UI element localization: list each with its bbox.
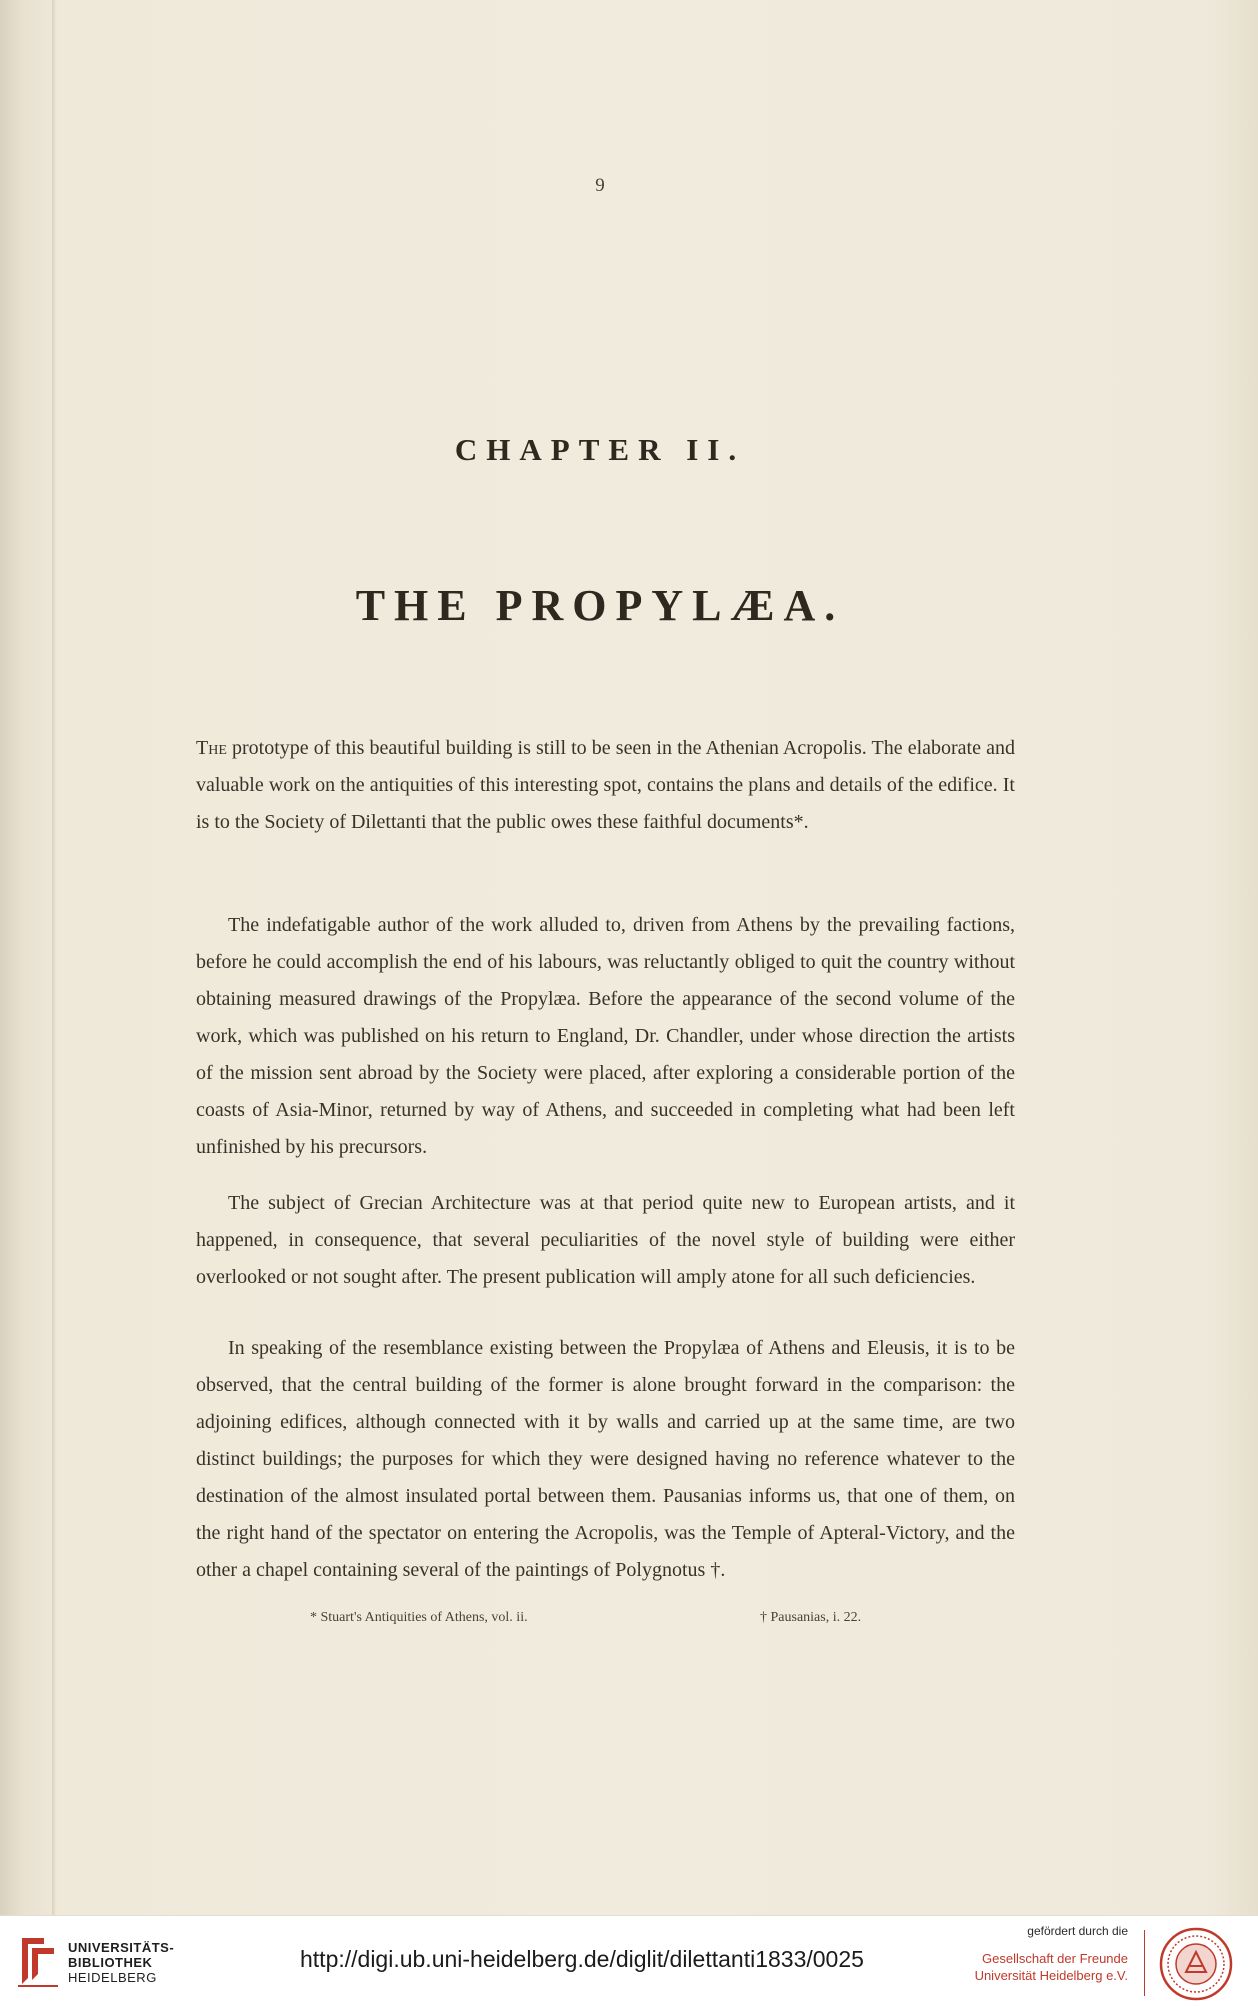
permalink-url[interactable]: http://digi.ub.uni-heidelberg.de/diglit/dilettanti1833/0025 xyxy=(300,1946,864,1972)
sponsor-block xyxy=(968,1924,1128,1984)
library-name xyxy=(68,1940,174,1985)
sponsor-name-line-2: Universität Heidelberg e.V. xyxy=(974,1968,1128,1983)
footer-bar xyxy=(0,1915,1258,2007)
paragraph-4: In speaking of the resemblance existing between the Propylæa of Athens and Eleusis, it is to be observed, that the central building of the former is alone brought forward in the comparison: the adjoining edifices, although connected with it by walls and carried up at the same time, are two distinct buildings; the purposes for which they were designed having no reference whatever to the destination of the almost insulated portal between them. Pausanias informs us, that one of them, on the right hand of the spectator on entering the Acropolis, was the Temple of Apteral-Victory, and the other a chapel containing several of the paintings of Polygnotus †. xyxy=(196,1337,1015,1581)
page-number: 9 xyxy=(595,175,605,196)
university-seal-icon xyxy=(1158,1926,1234,2007)
library-name-line-1: UNIVERSITÄTS- xyxy=(68,1940,175,1955)
sponsor-name-line-1: Gesellschaft der Freunde xyxy=(982,1951,1128,1966)
footnote-stuart: * Stuart's Antiquities of Athens, vol. ii. xyxy=(310,1610,528,1625)
paragraph-1 xyxy=(196,730,1015,841)
paragraph-1-lead: The xyxy=(196,737,227,759)
paragraph-2: The indefatigable author of the work alluded to, driven from Athens by the prevailing factions, before he could accomplish the end of his labours, was reluctantly obliged to quit the country without obtaining measured drawings of the Propylæa. Before the appearance of the second volume of the work, which was published on his return to England, Dr. Chandler, under whose direction the artists of the mission sent abroad by the Society were placed, after exploring a considerable portion of the coasts of Asia-Minor, returned by way of Athens, and succeeded in completing what had been left unfinished by his precursors. xyxy=(196,914,1015,1158)
chapter-heading: CHAPTER II. xyxy=(454,432,746,467)
library-name-line-2: BIBLIOTHEK xyxy=(68,1955,153,1970)
footnote-pausanias: † Pausanias, i. 22. xyxy=(760,1610,862,1625)
page-gutter-shadow xyxy=(52,0,56,1915)
chapter-title: THE PROPYLÆA. xyxy=(355,581,845,630)
library-name-line-3: HEIDELBERG xyxy=(68,1970,157,1985)
sponsor-divider xyxy=(1144,1930,1145,1996)
library-logo-icon xyxy=(14,1934,62,1993)
paragraph-1-text: prototype of this beautiful building is still to be seen in the Athenian Acropolis. The elaborate and valuable work on the antiquities of this interesting spot, contains the plans and details of the edifice. It is to the Society of Dilettanti that the public owes these faithful documents*. xyxy=(196,737,1015,833)
paragraph-3: The subject of Grecian Architecture was at that period quite new to European artists, and it happened, in consequence, that several peculiarities of the novel style of building were either overlooked or not sought after. The present publication will amply atone for all such deficiencies. xyxy=(196,1192,1015,1288)
sponsor-lead: gefördert durch die xyxy=(1027,1924,1128,1938)
